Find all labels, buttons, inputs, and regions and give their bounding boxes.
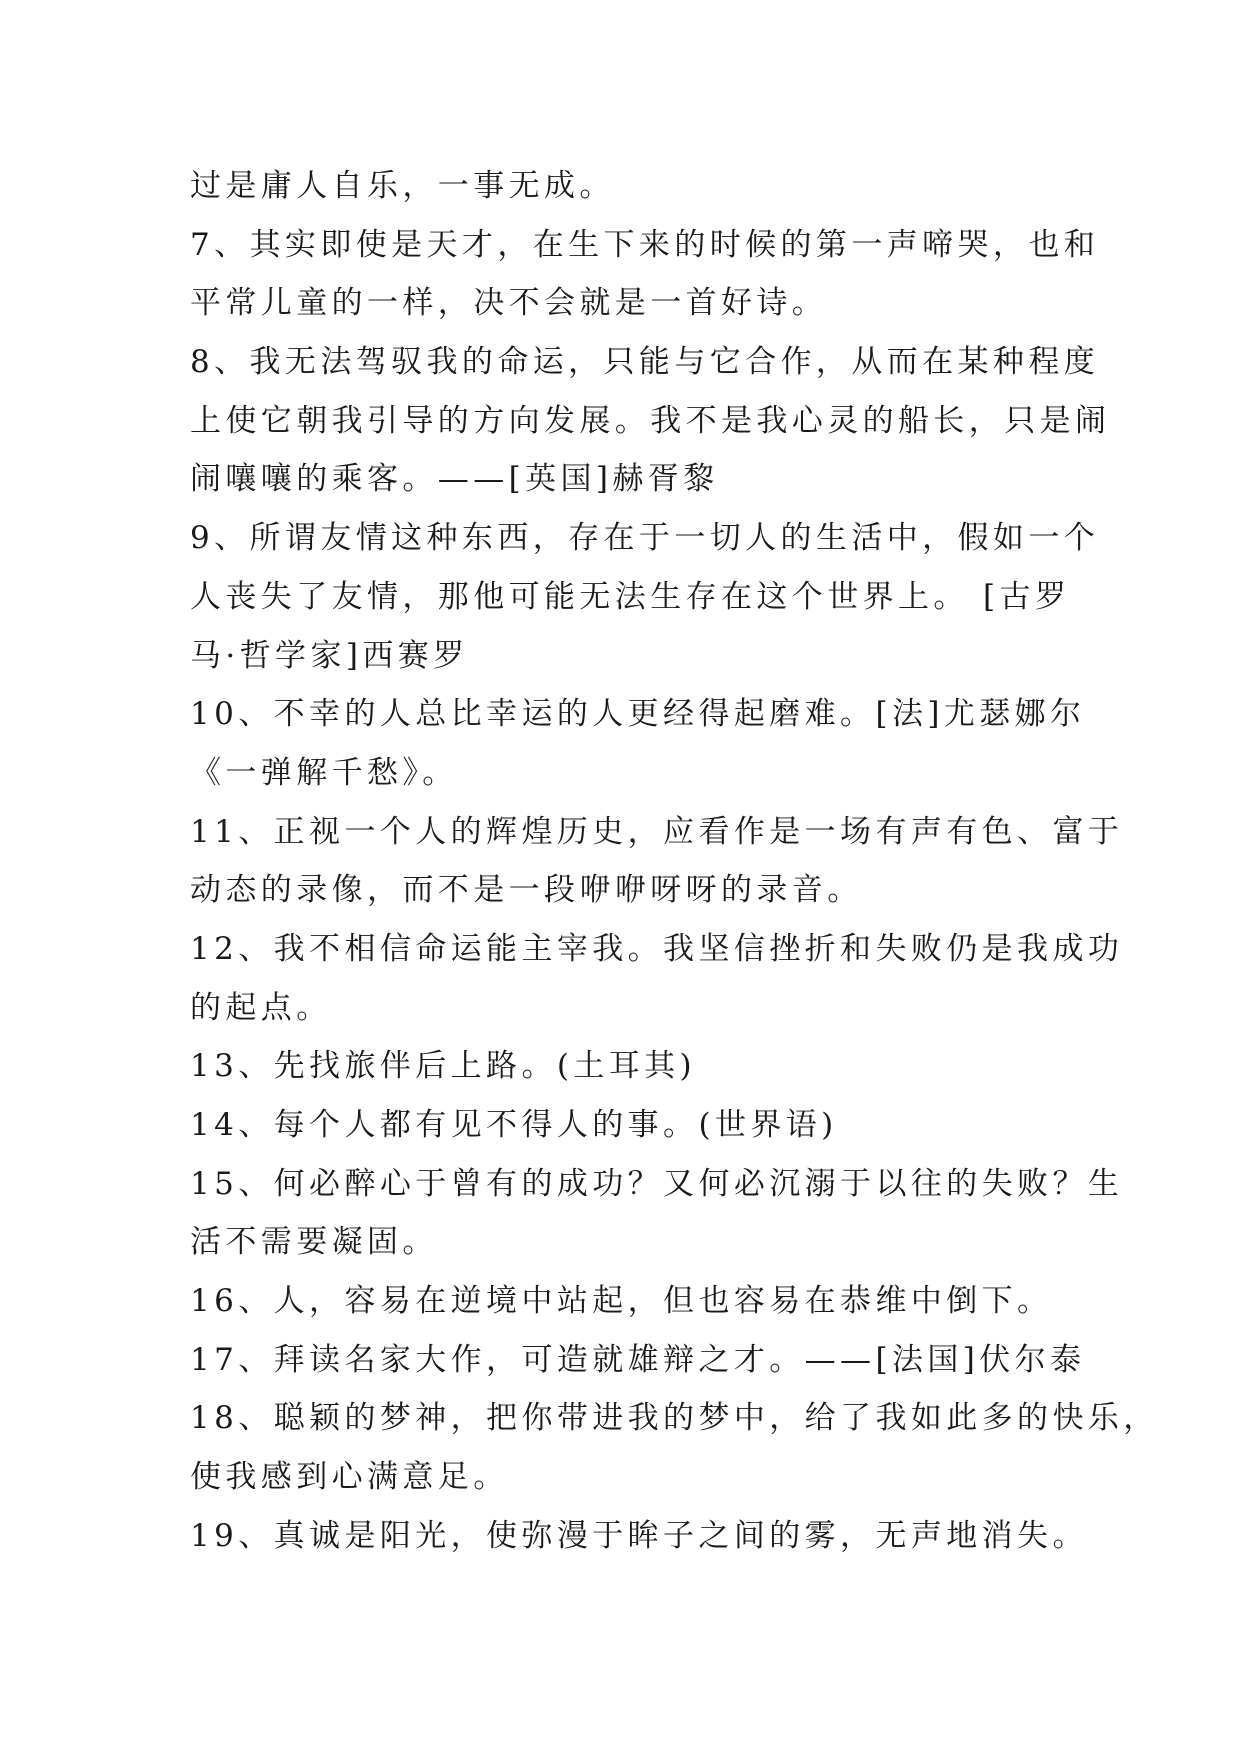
text-line: 10、不幸的人总比幸运的人更经得起磨难。[法]尤瑟娜尔 — [190, 696, 1086, 733]
text-line: 15、何必醉心于曾有的成功？又何必沉溺于以往的失败？生 — [190, 1165, 1124, 1202]
text-line: 活不需要凝固。 — [190, 1224, 438, 1261]
text-line: 平常儿童的一样，决不会就是一首好诗。 — [190, 285, 828, 322]
text-line: 11、正视一个人的辉煌历史，应看作是一场有声有色、富于 — [190, 813, 1124, 850]
text-line: 17、拜读名家大作，可造就雄辩之才。——[法国]伏尔泰 — [190, 1341, 1086, 1378]
text-line: 8、我无法驾驭我的命运，只能与它合作，从而在某种程度 — [190, 344, 1100, 381]
text-line: 《一弹解千愁》。 — [190, 754, 458, 791]
text-line: 过是庸人自乐，一事无成。 — [190, 168, 615, 204]
text-line: 7、其实即使是天才，在生下来的时候的第一声啼哭，也和 — [190, 226, 1100, 263]
text-line: 13、先找旅伴后上路。(土耳其) — [190, 1048, 697, 1085]
document-body — [190, 157, 1159, 1566]
text-line: 16、人，容易在逆境中站起，但也容易在恭维中倒下。 — [190, 1283, 1053, 1320]
text-line: 18、聪颖的梦神，把你带进我的梦中，给了我如此多的快乐， — [190, 1400, 1159, 1437]
text-line: 动态的录像，而不是一段咿咿呀呀的录音。 — [190, 872, 863, 909]
text-line: 人丧失了友情，那他可能无法生存在这个世界上。 [古罗 — [190, 578, 1071, 615]
text-line: 马·哲学家]西赛罗 — [190, 637, 469, 674]
text-line: 使我感到心满意足。 — [190, 1459, 509, 1496]
text-line: 9、所谓友情这种东西，存在于一切人的生活中，假如一个 — [190, 520, 1100, 557]
text-line: 19、真诚是阳光，使弥漫于眸子之间的雾，无声地消失。 — [190, 1517, 1088, 1554]
text-line: 的起点。 — [190, 989, 332, 1026]
text-line: 上使它朝我引导的方向发展。我不是我心灵的船长，只是闹 — [190, 402, 1111, 439]
text-line: 12、我不相信命运能主宰我。我坚信挫折和失败仍是我成功 — [190, 930, 1124, 967]
text-line: 14、每个人都有见不得人的事。(世界语) — [190, 1107, 838, 1143]
text-line: 闹嚷嚷的乘客。——[英国]赫胥黎 — [190, 461, 719, 498]
